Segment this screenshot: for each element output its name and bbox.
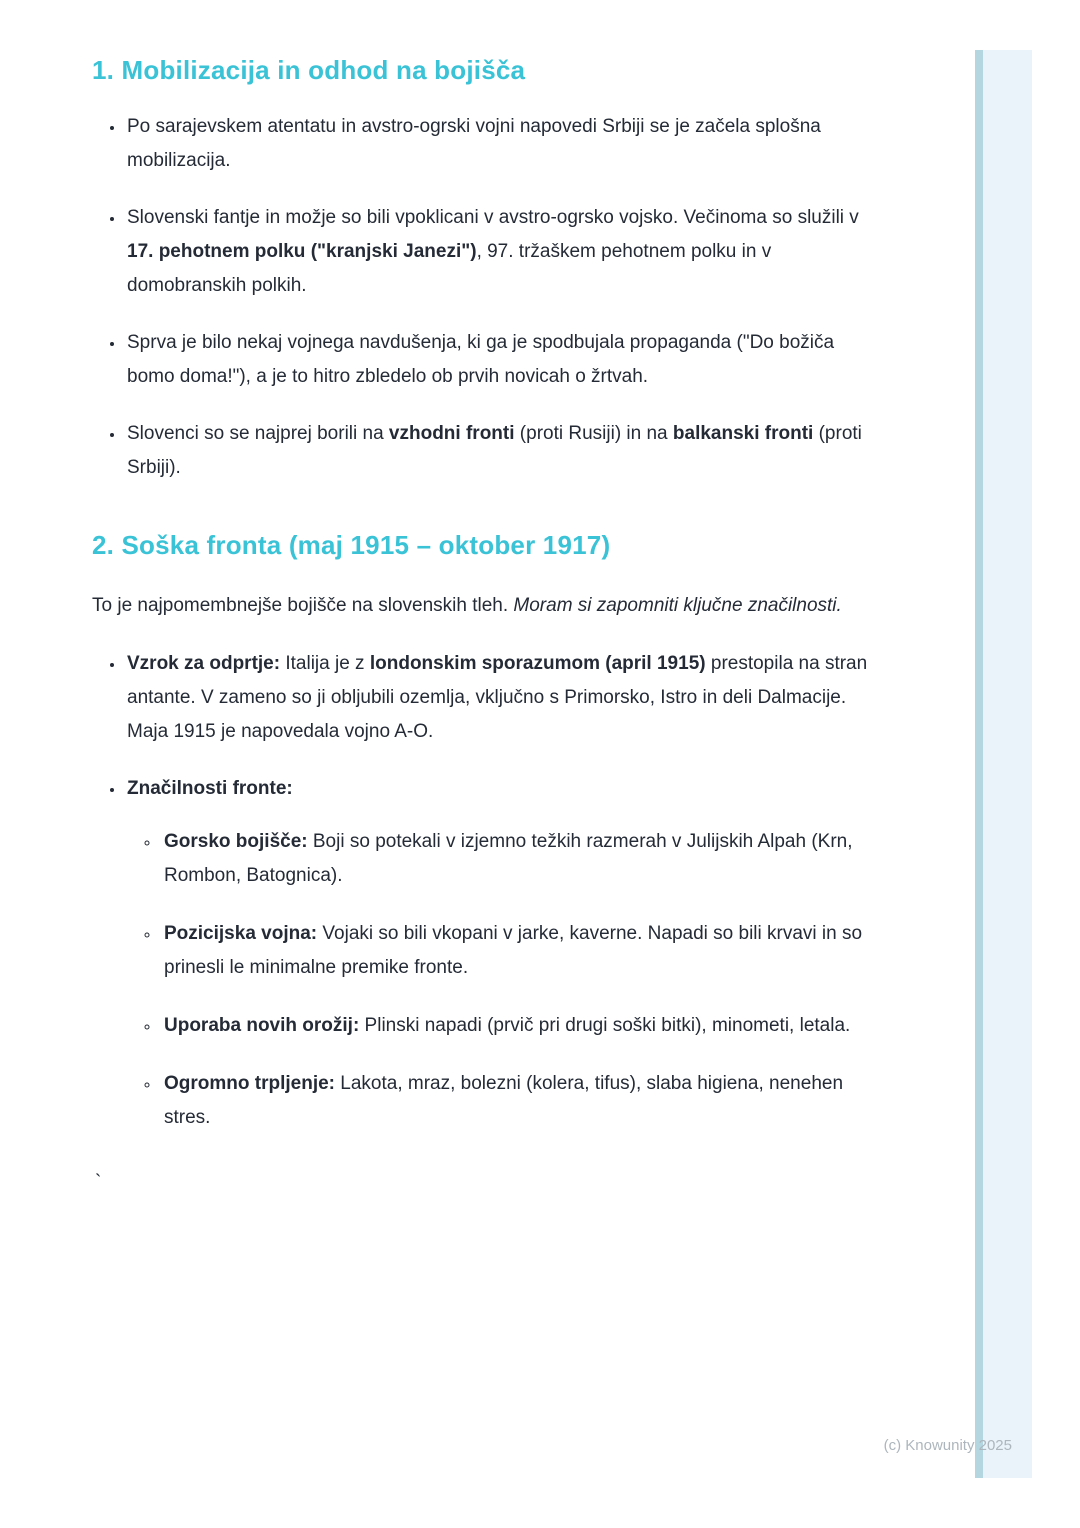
text-run: Lakota, mraz, bolezni (kolera, tifus), slaba higiena, nenehen stres. [164, 1073, 844, 1128]
document-content [92, 0, 874, 1195]
text-run: londonskim sporazumom (april 1915) [369, 653, 706, 674]
section-1-bullet-list [92, 110, 874, 485]
text-run: Italija je z [280, 653, 370, 674]
copyright-footer: (c) Knowunity 2025 [883, 1437, 1012, 1454]
text-run: Boji so potekali v izjemno težkih razmerah v Julijskih Alpah (Krn, Rombon, Batognica). [164, 831, 853, 886]
section-1-heading: 1. Mobilizacija in odhod na bojišča [92, 55, 526, 85]
text-run: To je najpomembnejše bojišče na slovenskih tleh. [92, 595, 514, 616]
text-run: Uporaba novih orožij: [164, 1015, 360, 1036]
text-run: Pozicijska vojna: [164, 923, 318, 944]
bullet-item [125, 201, 874, 303]
section-2-bullet-list [92, 647, 874, 1135]
text-run: Plinski napadi (prvič pri drugi soški bitki), minometi, letala. [359, 1015, 851, 1036]
text-run: (proti Rusiji) in na [514, 423, 673, 444]
text-run: Vzrok za odprtje: [127, 653, 281, 674]
page-side-stripe [975, 50, 1032, 1478]
bullet-item [125, 110, 874, 178]
bullet-item [125, 772, 874, 1135]
sub-bullet-item [160, 825, 874, 893]
sub-bullet-item [160, 1009, 874, 1043]
text-run: vzhodni fronti [388, 423, 515, 444]
text-run: Sprva je bilo nekaj vojnega navdušenja, ki ga je spodbujala propaganda ("Do božiča bomo doma!"), a je to hitro zbledelo ob prvih novicah o žrtvah. [127, 332, 835, 387]
text-run: prestopila na stran antante. V zameno so ji obljubili ozemlja, vključno s Primorsko, Istro in deli Dalmacije. Maja 1915 je napovedala vojno A-O. [127, 653, 868, 742]
text-run: (proti Srbiji). [127, 423, 862, 478]
text-run: Po sarajevskem atentatu in avstro-ogrski vojni napovedi Srbiji se je začela splošna mobilizacija. [127, 116, 821, 171]
bullet-item [125, 417, 874, 485]
bullet-item [125, 326, 874, 394]
bullet-item [125, 647, 874, 749]
text-run: Ogromno trpljenje: [164, 1073, 335, 1094]
sub-bullet-item [160, 917, 874, 985]
text-run: Moram si zapomniti ključne značilnosti. [513, 595, 842, 616]
section-2-heading: 2. Soška fronta (maj 1915 – oktober 1917) [92, 530, 611, 560]
text-run: balkanski fronti [672, 423, 814, 444]
text-run: Slovenci so se najprej borili na [127, 423, 389, 444]
sub-bullet-item [160, 1067, 874, 1135]
text-run: Vojaki so bili vkopani v jarke, kaverne. Napadi so bili krvavi in so prinesli le minimalne premike fronte. [164, 923, 863, 978]
sub-bullet-list [127, 825, 874, 1135]
text-run: , 97. tržaškem pehotnem polku in v domobranskih polkih. [127, 241, 772, 296]
text-run: Značilnosti fronte: [127, 778, 293, 799]
section-2-intro-paragraph [92, 589, 874, 623]
text-run: Slovenski fantje in možje so bili vpoklicani v avstro-ogrsko vojsko. Večinoma so služili v [127, 207, 859, 228]
text-run: 17. pehotnem polku ("kranjski Janezi") [127, 241, 477, 262]
text-run: Gorsko bojišče: [164, 831, 308, 852]
stray-backtick-character: ` [95, 1172, 102, 1193]
